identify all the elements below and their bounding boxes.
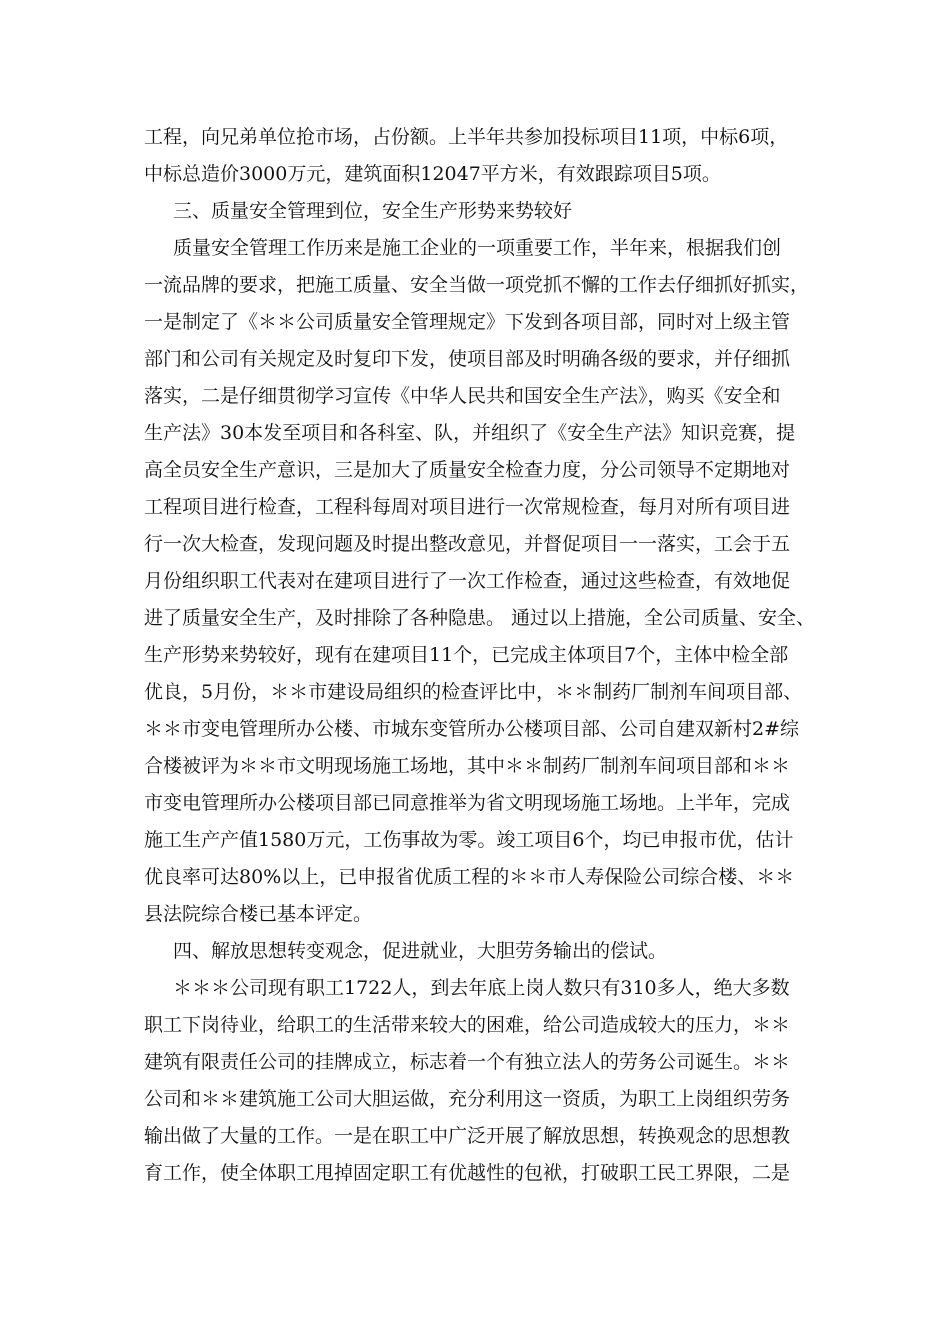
- text-line: 行一次大检查，发现问题及时提出整改意见，并督促项目一一落实，工会于五: [144, 533, 791, 555]
- text-line: 县法院综合楼已基本评定。: [144, 903, 373, 925]
- text-line: ＊＊＊公司现有职工1722人，到去年底上岗人数只有310多人，绝大多数: [173, 977, 790, 999]
- text-line: 市变电管理所办公楼项目部已同意推举为省文明现场施工场地。上半年，完成: [144, 792, 791, 814]
- text-line: 工程，向兄弟单位抢市场，占份额。上半年共参加投标项目11项，中标6项，: [144, 126, 789, 148]
- text-line: 质量安全管理工作历来是施工企业的一项重要工作，半年来，根据我们创: [173, 237, 782, 259]
- text-line: 生产法》30本发至项目和各科室、队，并组织了《安全生产法》知识竞赛，提: [144, 422, 796, 444]
- text-line: 进了质量安全生产，及时排除了各种隐患。 通过以上措施，全公司质量、安全、: [144, 607, 816, 629]
- text-line: 部门和公司有关规定及时复印下发，使项目部及时明确各级的要求，并仔细抓: [144, 348, 791, 370]
- document-page: [144, 119, 830, 1192]
- text-line: 一是制定了《＊＊公司质量安全管理规定》下发到各项目部，同时对上级主管: [144, 311, 791, 333]
- text-line: ＊＊市变电管理所办公楼、市城东变管所办公楼项目部、公司自建双新村2#综: [144, 718, 800, 740]
- text-line: 优良，5月份，＊＊市建设局组织的检查评比中，＊＊制药厂制剂车间项目部、: [144, 681, 803, 703]
- text-line: 育工作，使全体职工甩掉固定职工有优越性的包袱，打破职工民工界限，二是: [144, 1162, 791, 1184]
- text-line: 建筑有限责任公司的挂牌成立，标志着一个有独立法人的劳务公司诞生。＊＊: [144, 1051, 791, 1073]
- text-line: 输出做了大量的工作。一是在职工中广泛开展了解放思想，转换观念的思想教: [144, 1125, 791, 1147]
- text-line: 公司和＊＊建筑施工公司大胆运做，充分利用这一资质，为职工上岗组织劳务: [144, 1088, 791, 1110]
- text-line: 工程项目进行检查，工程科每周对项目进行一次常规检查，每月对所有项目进: [144, 496, 791, 518]
- text-line: 职工下岗待业，给职工的生活带来较大的困难，给公司造成较大的压力，＊＊: [144, 1014, 791, 1036]
- text-line: 合楼被评为＊＊市文明现场施工场地，其中＊＊制药厂制剂车间项目部和＊＊: [144, 755, 791, 777]
- text-line: 中标总造价3000万元，建筑面积12047平方米，有效跟踪项目5项。: [144, 163, 721, 185]
- text-line: 优良率可达80%以上，已申报省优质工程的＊＊市人寿保险公司综合楼、＊＊: [144, 866, 795, 888]
- text-line: 施工生产产值1580万元，工伤事故为零。竣工项目6个，均已申报市优，估计: [144, 829, 794, 851]
- section-heading: 三、质量安全管理到位，安全生产形势来势较好: [173, 200, 573, 222]
- text-line: 高全员安全生产意识，三是加大了质量安全检查力度，分公司领导不定期地对: [144, 459, 791, 481]
- text-line: 生产形势来势较好，现有在建项目11个，已完成主体项目7个，主体中检全部: [144, 644, 789, 666]
- section-heading: 四、解放思想转变观念，促进就业，大胆劳务输出的偿试。: [173, 940, 668, 962]
- text-line: 落实，二是仔细贯彻学习宣传《中华人民共和国安全生产法》，购买《安全和: [144, 385, 781, 407]
- text-line: 一流品牌的要求，把施工质量、安全当做一项党抓不懈的工作去仔细抓好抓实，: [144, 274, 810, 296]
- text-line: 月份组织职工代表对在建项目进行了一次工作检查，通过这些检查，有效地促: [144, 570, 791, 592]
